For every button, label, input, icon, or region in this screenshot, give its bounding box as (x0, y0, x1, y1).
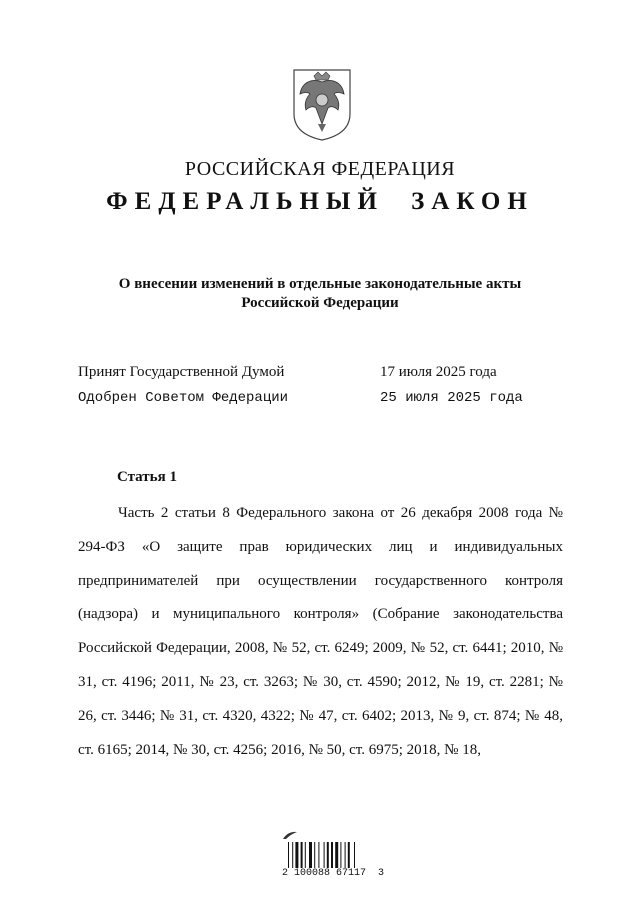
council-approval-label: Одобрен Советом Федерации (78, 390, 289, 406)
quill-mark-icon (282, 830, 298, 840)
article-text: Часть 2 статьи 8 Федерального закона от 26 декабря 2008 года № 294-ФЗ «О защите прав юридических лиц и индивидуальных предпринимателей при осуществлении государственного контроля (надзора) и муниципального контроля» (Собрание законодательства Российской Федерации, 2008, № 52, ст. 6249; 2009, № 52, ст. 6441; 2010, № 31, ст. 4196; 2011, № 23, ст. 3263; № 30, ст. 4590; 2012, № 19, ст. 2281; № 26, ст. 3446; № 31, ст. 4320, 4322; № 47, ст. 6402; 2013, № 9, ст. 874; № 48, ст. 6165; 2014, № 30, ст. 4256; 2016, № 50, ст. 6975; 2018, № 18, (78, 505, 563, 758)
country-name: РОССИЙСКАЯ ФЕДЕРАЦИЯ (184, 158, 456, 180)
document-type: ФЕДЕРАЛЬНЫЙ ЗАКОН (106, 188, 534, 215)
coat-of-arms-icon (290, 68, 354, 142)
barcode-block (282, 830, 385, 880)
law-title (0, 275, 640, 313)
duma-adoption-label: Принят Государственной Думой (78, 364, 285, 380)
barcode-number: 2 100088 67117 3 (282, 868, 385, 879)
law-title-line-2: Российской Федерации (241, 295, 399, 311)
duma-adoption-date: 17 июля 2025 года (380, 364, 497, 380)
law-title-line-1: О внесении изменений в отдельные законодательные акты (118, 276, 522, 292)
barcode-icon (288, 842, 368, 868)
council-approval-date: 25 июля 2025 года (380, 390, 523, 406)
article-title: Статья 1 (117, 469, 177, 485)
